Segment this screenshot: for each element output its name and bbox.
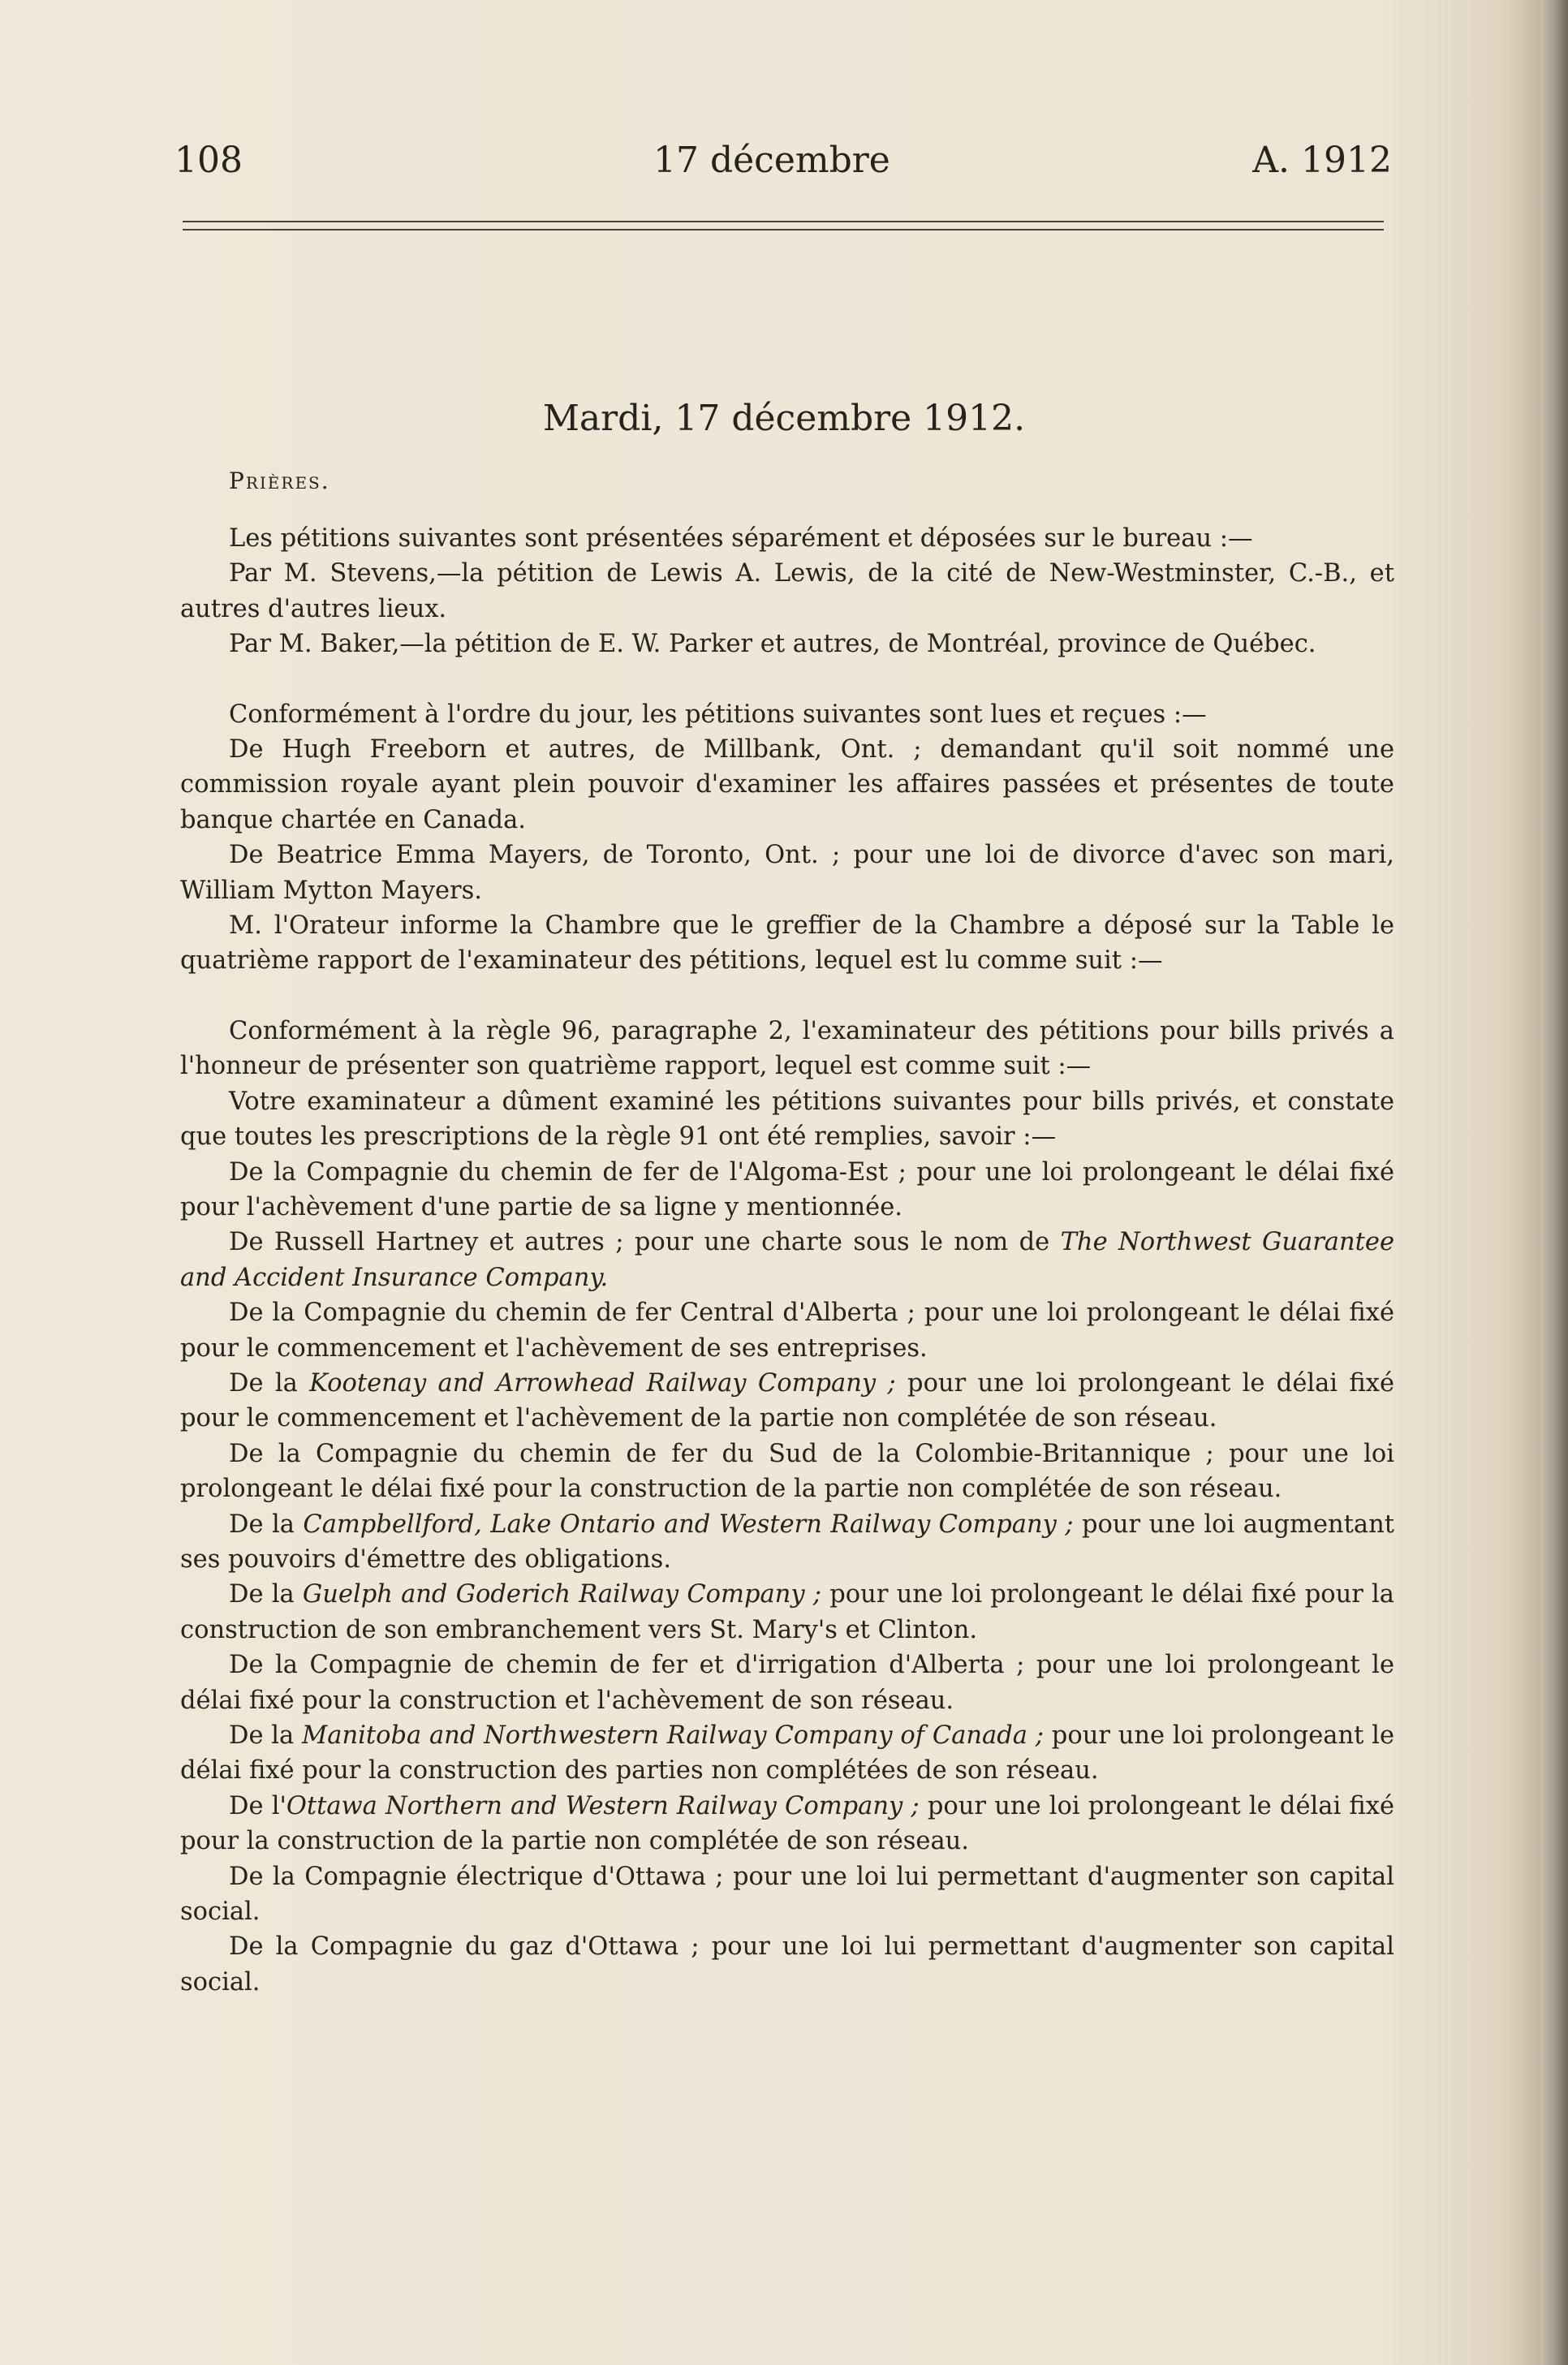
journal-body [180,521,1394,2000]
paragraph-ottawa-gas: De la Compagnie du gaz d'Ottawa ; pour une loi lui permettant d'augmenter son capital social. [180,1932,1394,1997]
paragraph-mayers: De Beatrice Emma Mayers, de Toronto, Ont. ; pour une loi de divorce d'avec son mari, William Mytton Mayers. [180,841,1394,905]
paragraph-freeborn: De Hugh Freeborn et autres, de Millbank, Ont. ; demandant qu'il soit nommé une commission royale ayant plein pouvoir d'examiner les affaires passées et présentes de toute banque chartée en Canada. [180,735,1394,834]
running-header [174,140,1392,196]
paragraph-irrigation-alberta: De la Compagnie de chemin de fer et d'irrigation d'Alberta ; pour une loi prolongeant le délai fixé pour la construction et l'achèvement de son réseau. [180,1651,1394,1715]
paragraph-hartney: De Russell Hartney et autres ; pour une charte sous le nom de The Northwest Guarantee and Accident Insurance Company. [180,1228,1394,1292]
paragraph-campbellford: De la Campbellford, Lake Ontario and Western Railway Company ; pour une loi augmentant ses pouvoirs d'émettre des obligations. [180,1510,1395,1574]
paragraph-order-of-day: Conformément à l'ordre du jour, les pétitions suivantes sont lues et reçues :— [229,700,1207,729]
paragraph-petitions-presented: Les pétitions suivantes sont présentées séparément et déposées sur le bureau :— [229,524,1253,553]
page-edge-shadow [1540,0,1568,2365]
header-date: 17 décembre [653,140,890,181]
header-year: A. 1912 [1252,140,1392,181]
paragraph-rule-96: Conformément à la règle 96, paragraphe 2, l'examinateur des pétitions pour bills privés a l'honneur de présenter son quatrième rapport, lequel est comme suit :— [180,1016,1394,1081]
paragraph-ottawa-northern: De l'Ottawa Northern and Western Railway Company ; pour une loi prolongeant le délai fixé pour la construction de la partie non complétée de son réseau. [180,1791,1394,1856]
paragraph-guelph: De la Guelph and Goderich Railway Company ; pour une loi prolongeant le délai fixé pour la construction de son embranchement vers St. Mary's et Clinton. [180,1580,1394,1644]
paragraph-central-alberta: De la Compagnie du chemin de fer Central d'Alberta ; pour une loi prolongeant le délai fixé pour le commencement et l'achèvement de ses entreprises. [180,1299,1394,1363]
header-rule-bottom [183,229,1384,230]
paragraph-sud-colombie: De la Compagnie du chemin de fer du Sud de la Colombie-Britannique ; pour une loi prolongeant le délai fixé pour la construction de la partie non complétée de son réseau. [180,1439,1394,1504]
prayers-heading: Prières. [229,467,330,494]
page-number: 108 [174,140,243,181]
paragraph-speaker-report: M. l'Orateur informe la Chambre que le greffier de la Chambre a déposé sur la Table le quatrième rapport de l'examinateur des pétitions, lequel est lu comme suit :— [180,911,1394,976]
paragraph-examiner: Votre examinateur a dûment examiné les pétitions suivantes pour bills privés, et constate que toutes les prescriptions de la règle 91 ont été remplies, savoir :— [180,1087,1394,1152]
header-rule-top [183,221,1384,222]
paragraph-manitoba: De la Manitoba and Northwestern Railway Company of Canada ; pour une loi prolongeant le délai fixé pour la construction des parties non complétées de son réseau. [180,1721,1394,1786]
day-title: Mardi, 17 décembre 1912. [542,398,1026,439]
paragraph-ottawa-electric: De la Compagnie électrique d'Ottawa ; pour une loi lui permettant d'augmenter son capital social. [180,1862,1394,1927]
paragraph-kootenay: De la Kootenay and Arrowhead Railway Company ; pour une loi prolongeant le délai fixé pour le commencement et l'achèvement de la partie non complétée de son réseau. [180,1368,1394,1433]
paragraph-baker-petition: Par M. Baker,—la pétition de E. W. Parker et autres, de Montréal, province de Québec. [229,630,1316,659]
paragraph-stevens-petition: Par M. Stevens,—la pétition de Lewis A. Lewis, de la cité de New-Westminster, C.-B., et autres d'autres lieux. [180,559,1394,623]
paragraph-algoma-est: De la Compagnie du chemin de fer de l'Algoma-Est ; pour une loi prolongeant le délai fixé pour l'achèvement d'une partie de sa ligne y mentionnée. [180,1157,1394,1221]
